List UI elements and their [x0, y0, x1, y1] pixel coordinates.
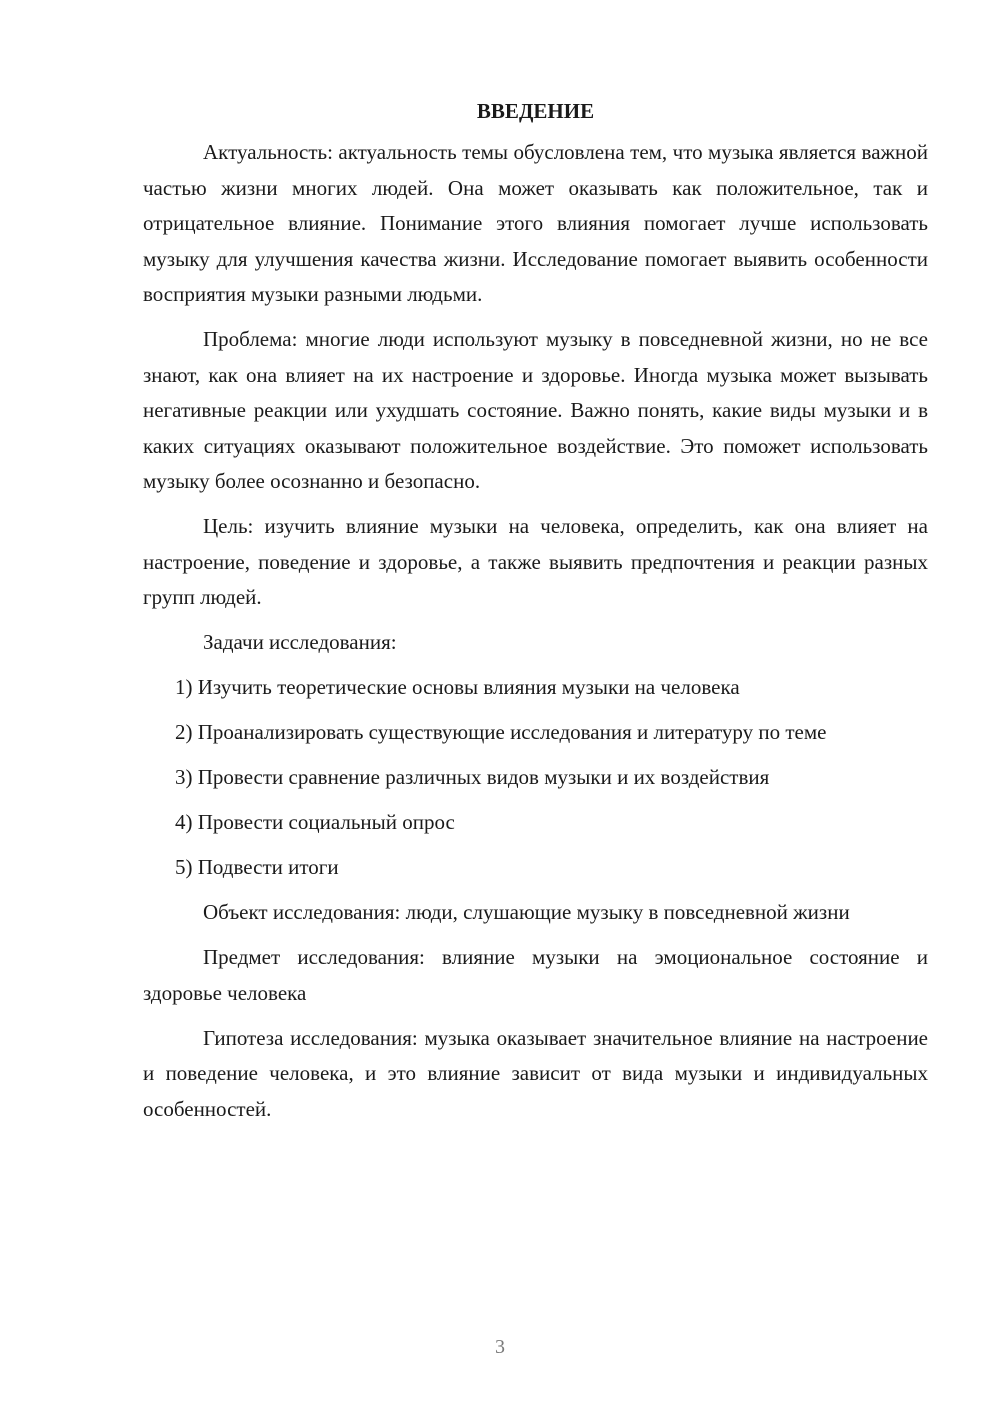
subject-paragraph: Предмет исследования: влияние музыки на эмоциональное состояние и здоровье человека [143, 945, 928, 1005]
goal-paragraph: Цель: изучить влияние музыки на человека, определить, как она влияет на настроение, поведение и здоровье, а также выявить предпочтения и реакции разных групп людей. [143, 514, 928, 609]
hypothesis-paragraph: Гипотеза исследования: музыка оказывает значительное влияние на настроение и поведение человека, и это влияние зависит от вида музыки и индивидуальных особенностей. [143, 1025, 928, 1121]
object-paragraph: Объект исследования: люди, слушающие музыку в повседневной жизни [203, 900, 850, 924]
tasks-heading: Задачи исследования: [203, 630, 397, 654]
task-item: 5) Подвести итоги [175, 855, 339, 879]
page-number: 3 [495, 1336, 505, 1358]
task-item: 3) Провести сравнение различных видов музыки и их воздействия [175, 765, 770, 789]
relevance-paragraph: Актуальность: актуальность темы обусловлена тем, что музыка является важной частью жизни многих людей. Она может оказывать как положительное, так и отрицательное влияние. Понимание этого влияния помогает лучше использовать музыку для улучшения качества жизни. Исследование помогает выявить особенности восприятия музыки разными людьми. [143, 140, 928, 306]
task-item: 4) Провести социальный опрос [175, 810, 455, 834]
task-item: 2) Проанализировать существующие исследования и литературу по теме [175, 720, 827, 744]
problem-paragraph: Проблема: многие люди используют музыку в повседневной жизни, но не все знают, как она влияет на их настроение и здоровье. Иногда музыка может вызывать негативные реакции или ухудшать состояние. Важно понять, какие виды музыки и в каких ситуациях оказывают положительное воздействие. Это поможет использовать музыку более осознанно и безопасно. [143, 327, 928, 493]
document-page [143, 95, 928, 1137]
section-title: ВВЕДЕНИЕ [476, 99, 595, 123]
task-item: 1) Изучить теоретические основы влияния музыки на человека [175, 675, 740, 699]
tasks-list [143, 670, 928, 886]
